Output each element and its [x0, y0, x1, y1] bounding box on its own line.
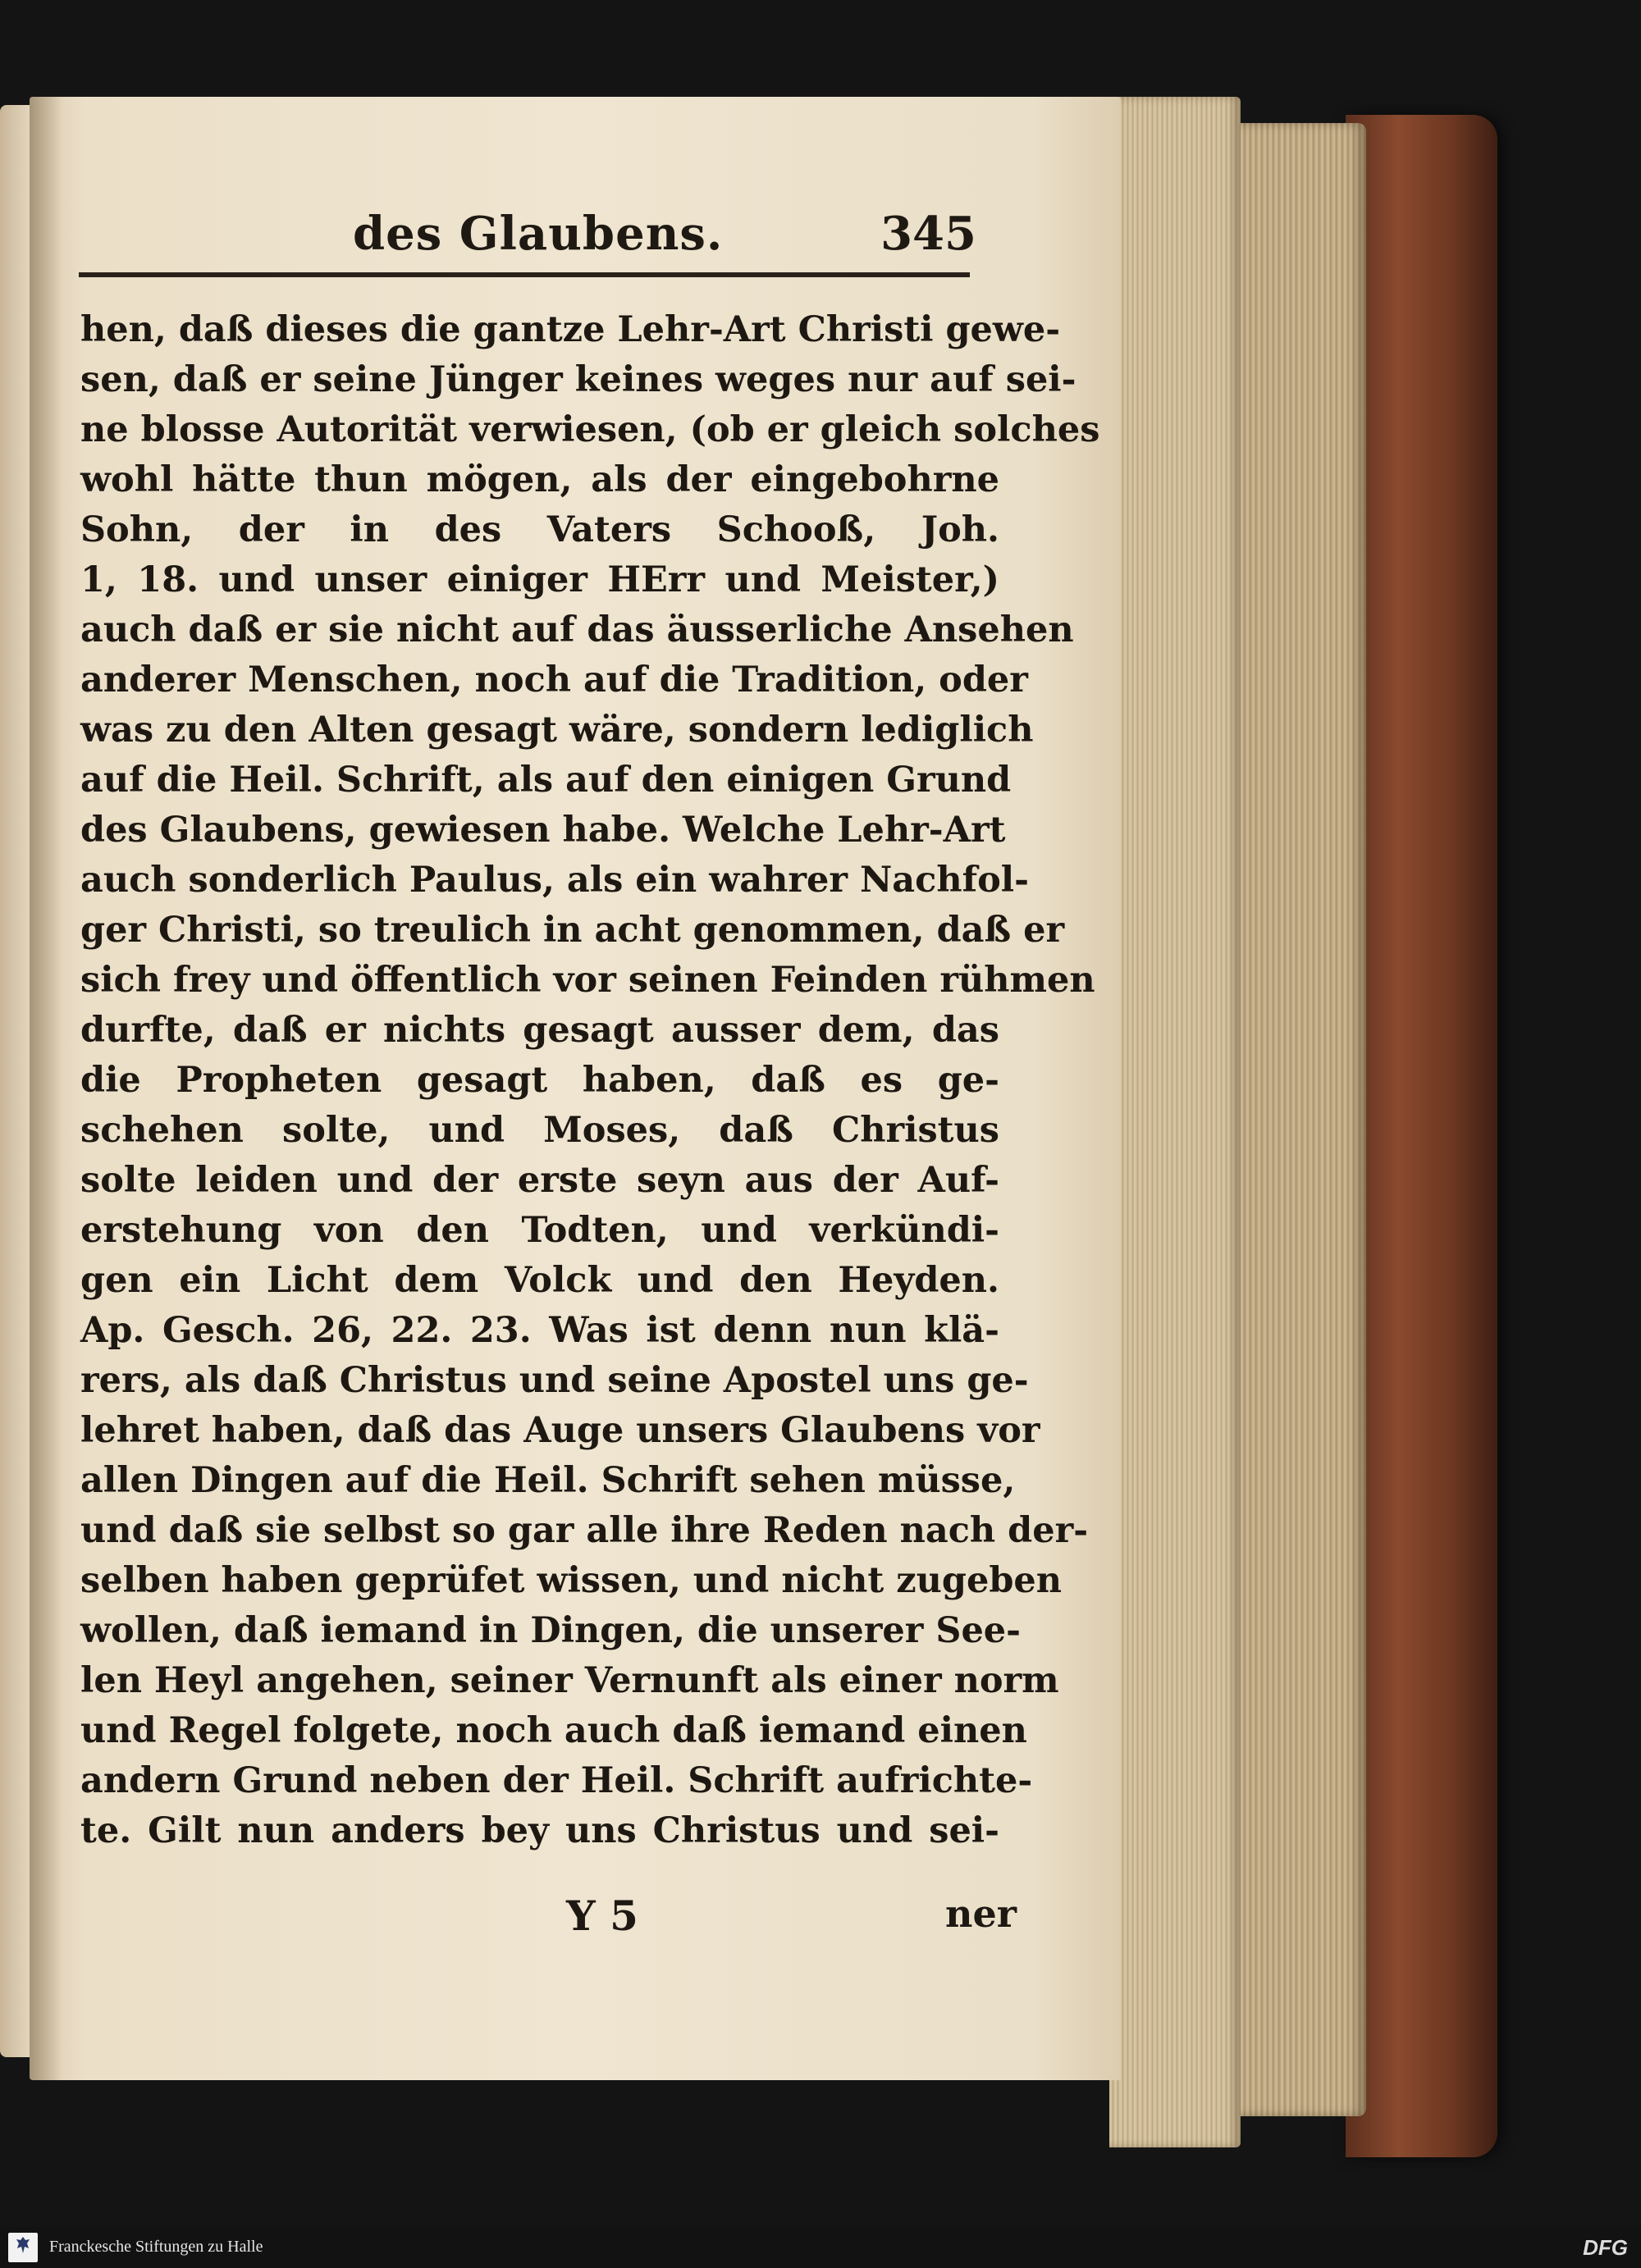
text-line: schehen solte, und Moses, daß Christus — [80, 1110, 999, 1151]
text-line: allen Dingen auf die Heil. Schrift sehen müsse, — [80, 1460, 1016, 1501]
page-number: 345 — [880, 207, 976, 261]
institution-name[interactable]: Franckesche Stiftungen zu Halle — [49, 2238, 263, 2256]
text-line: solte leiden und der erste seyn aus der Auf- — [80, 1160, 999, 1201]
page-header — [353, 207, 976, 272]
text-line: gen ein Licht dem Volck und den Heyden. — [80, 1260, 999, 1301]
text-line: te. Gilt nun anders bey uns Christus und sei- — [80, 1810, 999, 1851]
text-line: rers, als daß Christus und seine Apostel uns ge- — [80, 1360, 1029, 1401]
text-line: hen, daß dieses die gantze Lehr-Art Christi gewe- — [80, 309, 1061, 350]
catchword: ner — [945, 1892, 1017, 1936]
text-line: Sohn, der in des Vaters Schooß, Joh. — [80, 509, 999, 550]
text-line: des Glaubens, gewiesen habe. Welche Lehr-Art — [80, 810, 1006, 851]
page-block-edges — [1109, 97, 1241, 2147]
text-line: und Regel folgete, noch auch daß iemand einen — [80, 1710, 1027, 1751]
text-line: und daß sie selbst so gar alle ihre Reden nach der- — [80, 1510, 1089, 1551]
viewer-footer — [0, 2227, 1641, 2268]
text-line: was zu den Alten gesagt wäre, sondern lediglich — [80, 710, 1034, 751]
header-rule — [79, 272, 970, 277]
text-line: auf die Heil. Schrift, als auf den einigen Grund — [80, 760, 1012, 801]
signature-mark: Y 5 — [566, 1892, 638, 1940]
text-line: sen, daß er seine Jünger keines weges nur auf sei- — [80, 359, 1076, 400]
running-title: des Glaubens. — [353, 207, 724, 261]
gutter-shadow — [30, 97, 62, 2080]
text-line: ne blosse Autorität verwiesen, (ob er gleich solches — [80, 409, 1100, 450]
eagle-icon — [15, 2235, 31, 2255]
text-line: andern Grund neben der Heil. Schrift aufrichte- — [80, 1760, 1033, 1801]
text-line: auch daß er sie nicht auf das äusserliche Ansehen — [80, 609, 1074, 650]
page-block-edges-outer — [1235, 123, 1366, 2116]
text-line: sich frey und öffentlich vor seinen Feinden rühmen — [80, 960, 1095, 1001]
text-line: wollen, daß iemand in Dingen, die unserer See- — [80, 1610, 1022, 1651]
text-line: len Heyl angehen, seiner Vernunft als einer norm — [80, 1660, 1059, 1701]
text-line: lehret haben, daß das Auge unsers Glaubens vor — [80, 1410, 1040, 1451]
book-cover — [1346, 115, 1497, 2157]
text-line: wohl hätte thun mögen, als der eingebohrne — [80, 459, 999, 500]
text-line: durfte, daß er nichts gesagt ausser dem, das — [80, 1010, 999, 1051]
text-line: ger Christi, so treulich in acht genommen, daß er — [80, 910, 1065, 951]
text-line: die Propheten gesagt haben, daß es ge- — [80, 1060, 999, 1101]
text-line: Ap. Gesch. 26, 22. 23. Was ist denn nun klä- — [80, 1310, 999, 1351]
text-line: selben haben geprüfet wissen, und nicht zugeben — [80, 1560, 1063, 1601]
facing-page-edge — [0, 105, 30, 2057]
institution-logo[interactable] — [8, 2233, 38, 2262]
text-line: anderer Menschen, noch auf die Tradition, oder — [80, 659, 1028, 700]
text-line: erstehung von den Todten, und verkündi- — [80, 1210, 999, 1251]
text-line: auch sonderlich Paulus, als ein wahrer Nachfol- — [80, 860, 1029, 901]
text-line: 1, 18. und unser einiger HErr und Meister,) — [80, 559, 999, 600]
body-text — [80, 305, 1100, 1937]
dfg-logo[interactable]: DFG — [1583, 2235, 1628, 2260]
